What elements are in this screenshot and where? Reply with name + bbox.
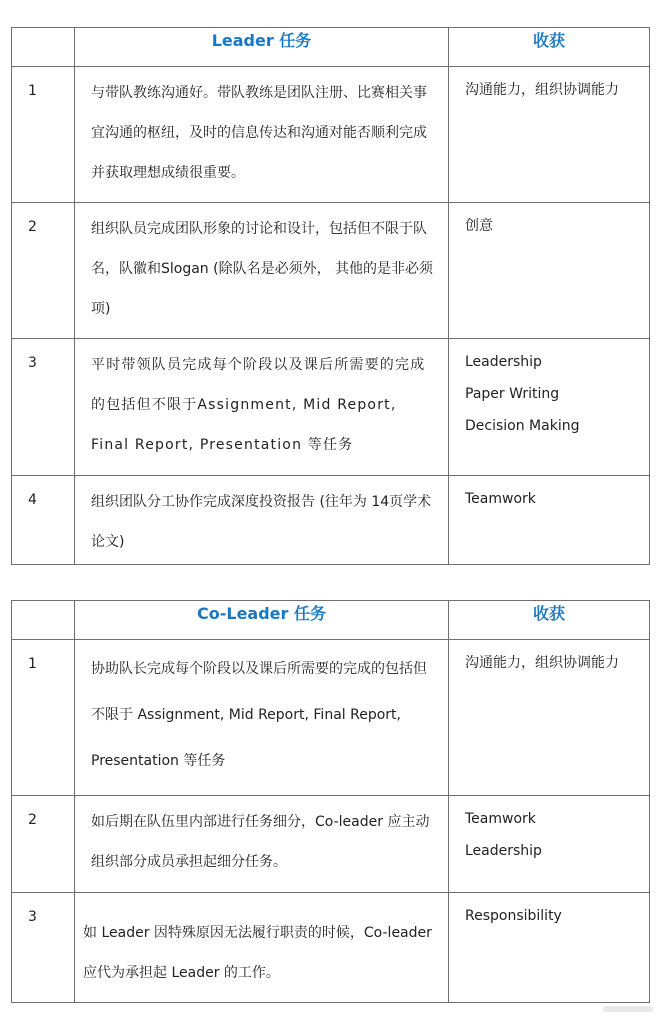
task-description: 平时带领队员完成每个阶段以及课后所需要的完成的包括但不限于Assignment, Mid Report, Final Report, Presentation 等任务 bbox=[75, 339, 449, 476]
header-num-cell bbox=[12, 601, 75, 640]
header-task-cell: Co-Leader 任务 bbox=[75, 601, 449, 640]
gain-item: Leadership bbox=[465, 354, 542, 370]
header-num-cell bbox=[12, 28, 75, 67]
row-number: 1 bbox=[12, 640, 75, 796]
gain-cell bbox=[449, 67, 650, 203]
gain-cell bbox=[449, 339, 650, 476]
task-description: 组织团队分工协作完成深度投资报告 (往年为 14页学术论文) bbox=[75, 476, 449, 565]
watermark bbox=[603, 1006, 653, 1012]
table-row bbox=[12, 67, 650, 203]
gain-cell bbox=[449, 476, 650, 565]
task-description: 如后期在队伍里内部进行任务细分，Co-leader 应主动组织部分成员承担起细分任务。 bbox=[75, 796, 449, 893]
header-task-cell: Leader 任务 bbox=[75, 28, 449, 67]
table-row bbox=[12, 893, 650, 1003]
co-leader-task-table bbox=[11, 600, 650, 1003]
gain-item: Teamwork bbox=[465, 811, 536, 827]
gain-item: Paper Writing bbox=[465, 386, 560, 402]
table-row bbox=[12, 203, 650, 339]
leader-task-table bbox=[11, 27, 650, 565]
gain-cell bbox=[449, 796, 650, 893]
header-gain-cell: 收获 bbox=[449, 28, 650, 67]
gain-item: Responsibility bbox=[465, 908, 562, 924]
row-number: 2 bbox=[12, 796, 75, 893]
row-number: 2 bbox=[12, 203, 75, 339]
task-description: 组织队员完成团队形象的讨论和设计，包括但不限于队名，队徽和Slogan (除队名是必须外， 其他的是非必须项) bbox=[75, 203, 449, 339]
row-number: 1 bbox=[12, 67, 75, 203]
task-description: 与带队教练沟通好。带队教练是团队注册、比赛相关事宜沟通的枢纽，及时的信息传达和沟通对能否顺利完成并获取理想成绩很重要。 bbox=[75, 67, 449, 203]
table-row bbox=[12, 476, 650, 565]
row-number: 3 bbox=[12, 339, 75, 476]
table-header-row bbox=[12, 601, 650, 640]
gain-cell bbox=[449, 893, 650, 1003]
task-description: 协助队长完成每个阶段以及课后所需要的完成的包括但不限于 Assignment, Mid Report, Final Report, Presentation 等任务 bbox=[75, 640, 449, 796]
header-gain-cell: 收获 bbox=[449, 601, 650, 640]
gain-item: Decision Making bbox=[465, 418, 580, 434]
gain-item: 创意 bbox=[465, 218, 493, 234]
gain-item: 沟通能力，组织协调能力 bbox=[465, 82, 619, 98]
table-row bbox=[12, 640, 650, 796]
gain-cell bbox=[449, 640, 650, 796]
gain-item: 沟通能力，组织协调能力 bbox=[465, 655, 619, 671]
task-description: 如 Leader 因特殊原因无法履行职责的时候，Co-leader 应代为承担起 Leader 的工作。 bbox=[75, 893, 449, 1003]
row-number: 3 bbox=[12, 893, 75, 1003]
gain-item: Teamwork bbox=[465, 491, 536, 507]
gain-item: Leadership bbox=[465, 843, 542, 859]
row-number: 4 bbox=[12, 476, 75, 565]
table-header-row bbox=[12, 28, 650, 67]
gain-cell bbox=[449, 203, 650, 339]
table-row bbox=[12, 796, 650, 893]
table-row bbox=[12, 339, 650, 476]
